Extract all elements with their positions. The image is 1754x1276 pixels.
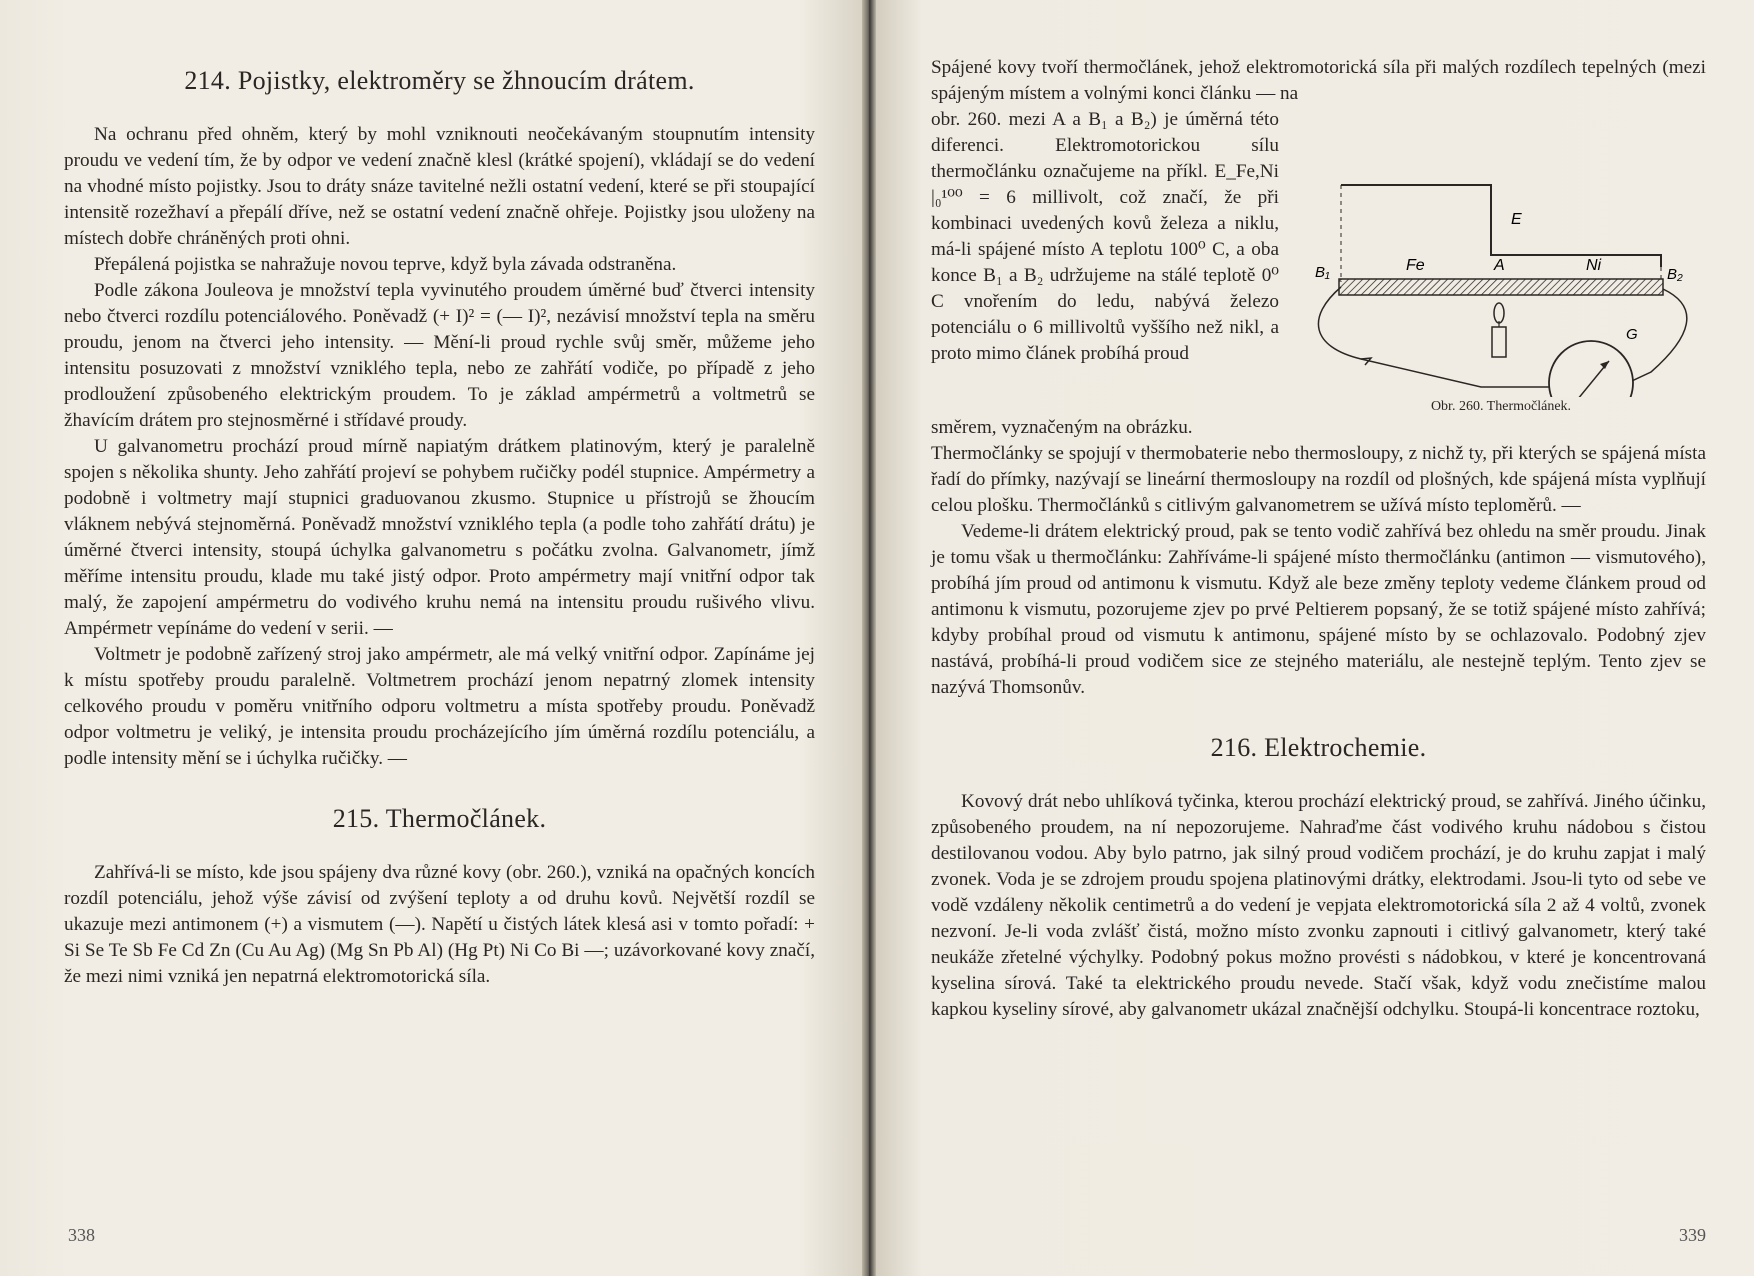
metal-bar	[1339, 279, 1663, 295]
section-214-title: 214. Pojistky, elektroměry se žhnoucím drátem.	[184, 66, 695, 95]
label-a: A	[1494, 257, 1505, 274]
section-216-title: 216. Elektrochemie.	[1210, 733, 1427, 762]
thermocouple-diagram	[1301, 107, 1701, 397]
figure-caption: Obr. 260. Thermočlánek.	[1430, 399, 1572, 414]
paragraph: Vedeme-li drátem elektrický proud, pak se tento vodič zahřívá bez ohledu na směr proudu. Jinak je tomu však u thermočlánku: Zahříváme-li spájené místo thermočlánku (antimon — vismutového), probíhá jím proud od antimonu k vismutu. Když ale beze změny teploty vedeme článkem proud od antimonu k vismutu, pozorujeme zjev po prvé Peltierem popsaný, že se totiž spájené místo zahřívá; kdyby probíhal proud od vismutu k antimonu, spájené místo by se ochlazovalo. Podobný zjev nastává, probíhá-li proud vodičem sice ze stejného materiálu, ale nestejně teplým. Tento zjev se nazývá Thomsonův.	[931, 521, 1706, 698]
book-gutter	[862, 0, 876, 1276]
label-g: G	[1626, 326, 1638, 343]
label-ni: Ni	[1586, 257, 1602, 274]
page-number-left: 338	[68, 1225, 95, 1245]
paragraph: směrem, vyznačeným na obrázku.	[931, 417, 1193, 438]
section-215-title: 215. Thermočlánek.	[332, 804, 547, 833]
text-figure-wrap	[931, 107, 1706, 415]
left-page	[0, 0, 869, 1276]
paragraph: Přepálená pojistka se nahražuje novou teprve, když byla závada odstraněna.	[94, 254, 677, 275]
paragraph: Na ochranu před ohněm, který by mohl vzniknouti neočekávaným stoupnutím intensity proudu ve vedení tím, že by odpor ve vedení značně klesl (krátké spojení), vkládají se do vedení na vhodné místo pojistky. Jsou to dráty snáze tavitelné nežli ostatní vedení, které se při stoupající intensitě rozežhaví a přepálí dříve, než se ostatní vedení značně ohřeje. Pojistky jsou uloženy na místech dobře chráněných proti ohni.	[64, 124, 815, 249]
paragraph: Spájené kovy tvoří thermočlánek, jehož elektromotorická síla při malých rozdílech tepelných (mezi spájeným místem a volnými konci článku — na	[931, 57, 1706, 104]
candle-flame	[1494, 303, 1504, 323]
paragraph: obr. 260. mezi A a B₁ a B₂) je úměrná této diferenci. Elektromotorickou sílu thermočlánku označujeme na příkl. E_Fe,Ni |₀¹⁰⁰ = 6 millivolt, což značí, že při kombinaci uvedených kovů železa a niklu, má-li spájené místo A teplotu 100⁰ C, a oba konce B₁ a B₂ udržujeme na stálé teplotě 0⁰ C vnořením do ledu, nabývá železo potenciálu o 6 millivoltů vyššího než nikl, a proto mimo článek probíhá proud	[931, 109, 1279, 364]
candle	[1492, 327, 1506, 357]
potential-line	[1341, 185, 1661, 267]
paragraph: Thermočlánky se spojují v thermobaterie nebo thermosloupy, z nichž ty, při kterých se spájená místa řadí do přímky, nazývají se lineární thermosloupy na rozdíl od plošných, kde spájená místa vyplňují celou plošku. Thermočlánků s citlivým galvanometrem se užívá místo teploměrů. —	[931, 443, 1706, 516]
paragraph: Podle zákona Jouleova je množství tepla vyvinutého proudem úměrné buď čtverci intensity nebo čtverci rozdílu potenciálového. Poněvadž (+ I)² = (— I)², nezávisí množství tepla na směru proudu, jenom na čtverci jeho intensity. — Mění-li proud rychle svůj směr, můžeme jeho intensitu posuzovati z množství vzniklého tepla, nebo ze zahřátí vodiče, po případě z jeho prodloužení způsobeného elektrickým proudem. To je základ ampérmetrů a voltmetrů se žhavícím drátem pro stejnosměrné i střídavé proudy.	[64, 280, 815, 431]
label-b1: B₁	[1315, 264, 1330, 281]
wire-left	[1318, 287, 1563, 387]
galvanometer	[1549, 341, 1633, 397]
page-number-right: 339	[1679, 1225, 1706, 1245]
paragraph: Kovový drát nebo uhlíková tyčinka, kterou prochází elektrický proud, se zahřívá. Jiného účinku, způsobeného proudem, na ní nepozorujeme. Nahraďme část vodivého kruhu nádobou s čistou destilovanou vodou. Aby bylo patrno, jak silný proud vodičem prochází, je do kruhu zapjat i malý zvonek. Voda je se zdrojem proudu spojena platinovými drátky, elektrodami. Jsou-li tyto od sebe ve vodě vzdáleny několik centimetrů a do vedení je vepjata elektromotorická síla 2 až 4 voltů, zvonek nezvoní. Je-li voda zvlášť čistá, možno místo zvonku zapnouti i citlivý galvanometr, který také neukáže zřetelné výchylky. Podobný pokus možno provésti s nádobkou, v které je koncentrovaná kyselina sírová. Také ta elektrického proudu nevede. Stačí však, když vodu znečistíme malou kapkou kyseliny sírové, aby galvanometr ukázal značnější odchylku. Stoupá-li koncentrace roztoku,	[931, 791, 1706, 1020]
label-b2: B₂	[1667, 266, 1683, 283]
paragraph: Voltmetr je podobně zařízený stroj jako ampérmetr, ale má velký vnitřní odpor. Zapínáme jej k místu spotřeby proudu paralelně. Voltmetrem prochází jenom nepatrný zlomek intensity celkového proudu v poměru vnitřního odporu voltmetru a místa spotřeby proudu. Poněvadž odpor voltmetru je veliký, je intensita proudu procházejícího jím úměrná rozdílu potenciálu, a podle intensity mění se i úchylka ručičky. —	[64, 644, 815, 769]
paragraph: U galvanometru prochází proud mírně napiatým drátkem platinovým, který je paralelně spojen s několika shunty. Jeho zahřátí projeví se pohybem ručičky podél stupnice. Ampérmetry a podobně i voltmetry mají stupnici graduovanou zkusmo. Stupnice u přístrojů se žhoucím vláknem nebývá stejnoměrná. Poněvadž množství vzniklého tepla (a podle toho zahřátí drátu) je úměrné čtverci intensity, stoupá úchylka galvanometru s počátku zvolna. Galvanometr, jímž měříme intensitu proudu, klade mu také jistý odpor. Proto ampérmetry mají vnitřní odpor tak malý, že zapojení ampérmetru do vodivého kruhu nemá na intensitu proudu rušivého vlivu. Ampérmetr vepínáme do vedení v serii. —	[64, 436, 815, 639]
paragraph: Zahřívá-li se místo, kde jsou spájeny dva různé kovy (obr. 260.), vzniká na opačných koncích rozdíl potenciálu, jehož výše závisí od zvýšení teploty a od druhu kovů. Největší rozdíl se ukazuje mezi antimonem (+) a vismutem (—). Napětí u čistých látek klesá asi v tomto pořadí: + Si Se Te Sb Fe Cd Zn (Cu Au Ag) (Mg Sn Pb Al) (Hg Pt) Ni Co Bi —; uzávorkované kovy značí, že mezi nimi vzniká jen nepatrná elektromotorická síla.	[64, 862, 815, 987]
label-fe: Fe	[1406, 257, 1425, 274]
label-e: E	[1511, 211, 1522, 228]
right-page	[869, 0, 1754, 1276]
figure-260	[1301, 107, 1701, 415]
